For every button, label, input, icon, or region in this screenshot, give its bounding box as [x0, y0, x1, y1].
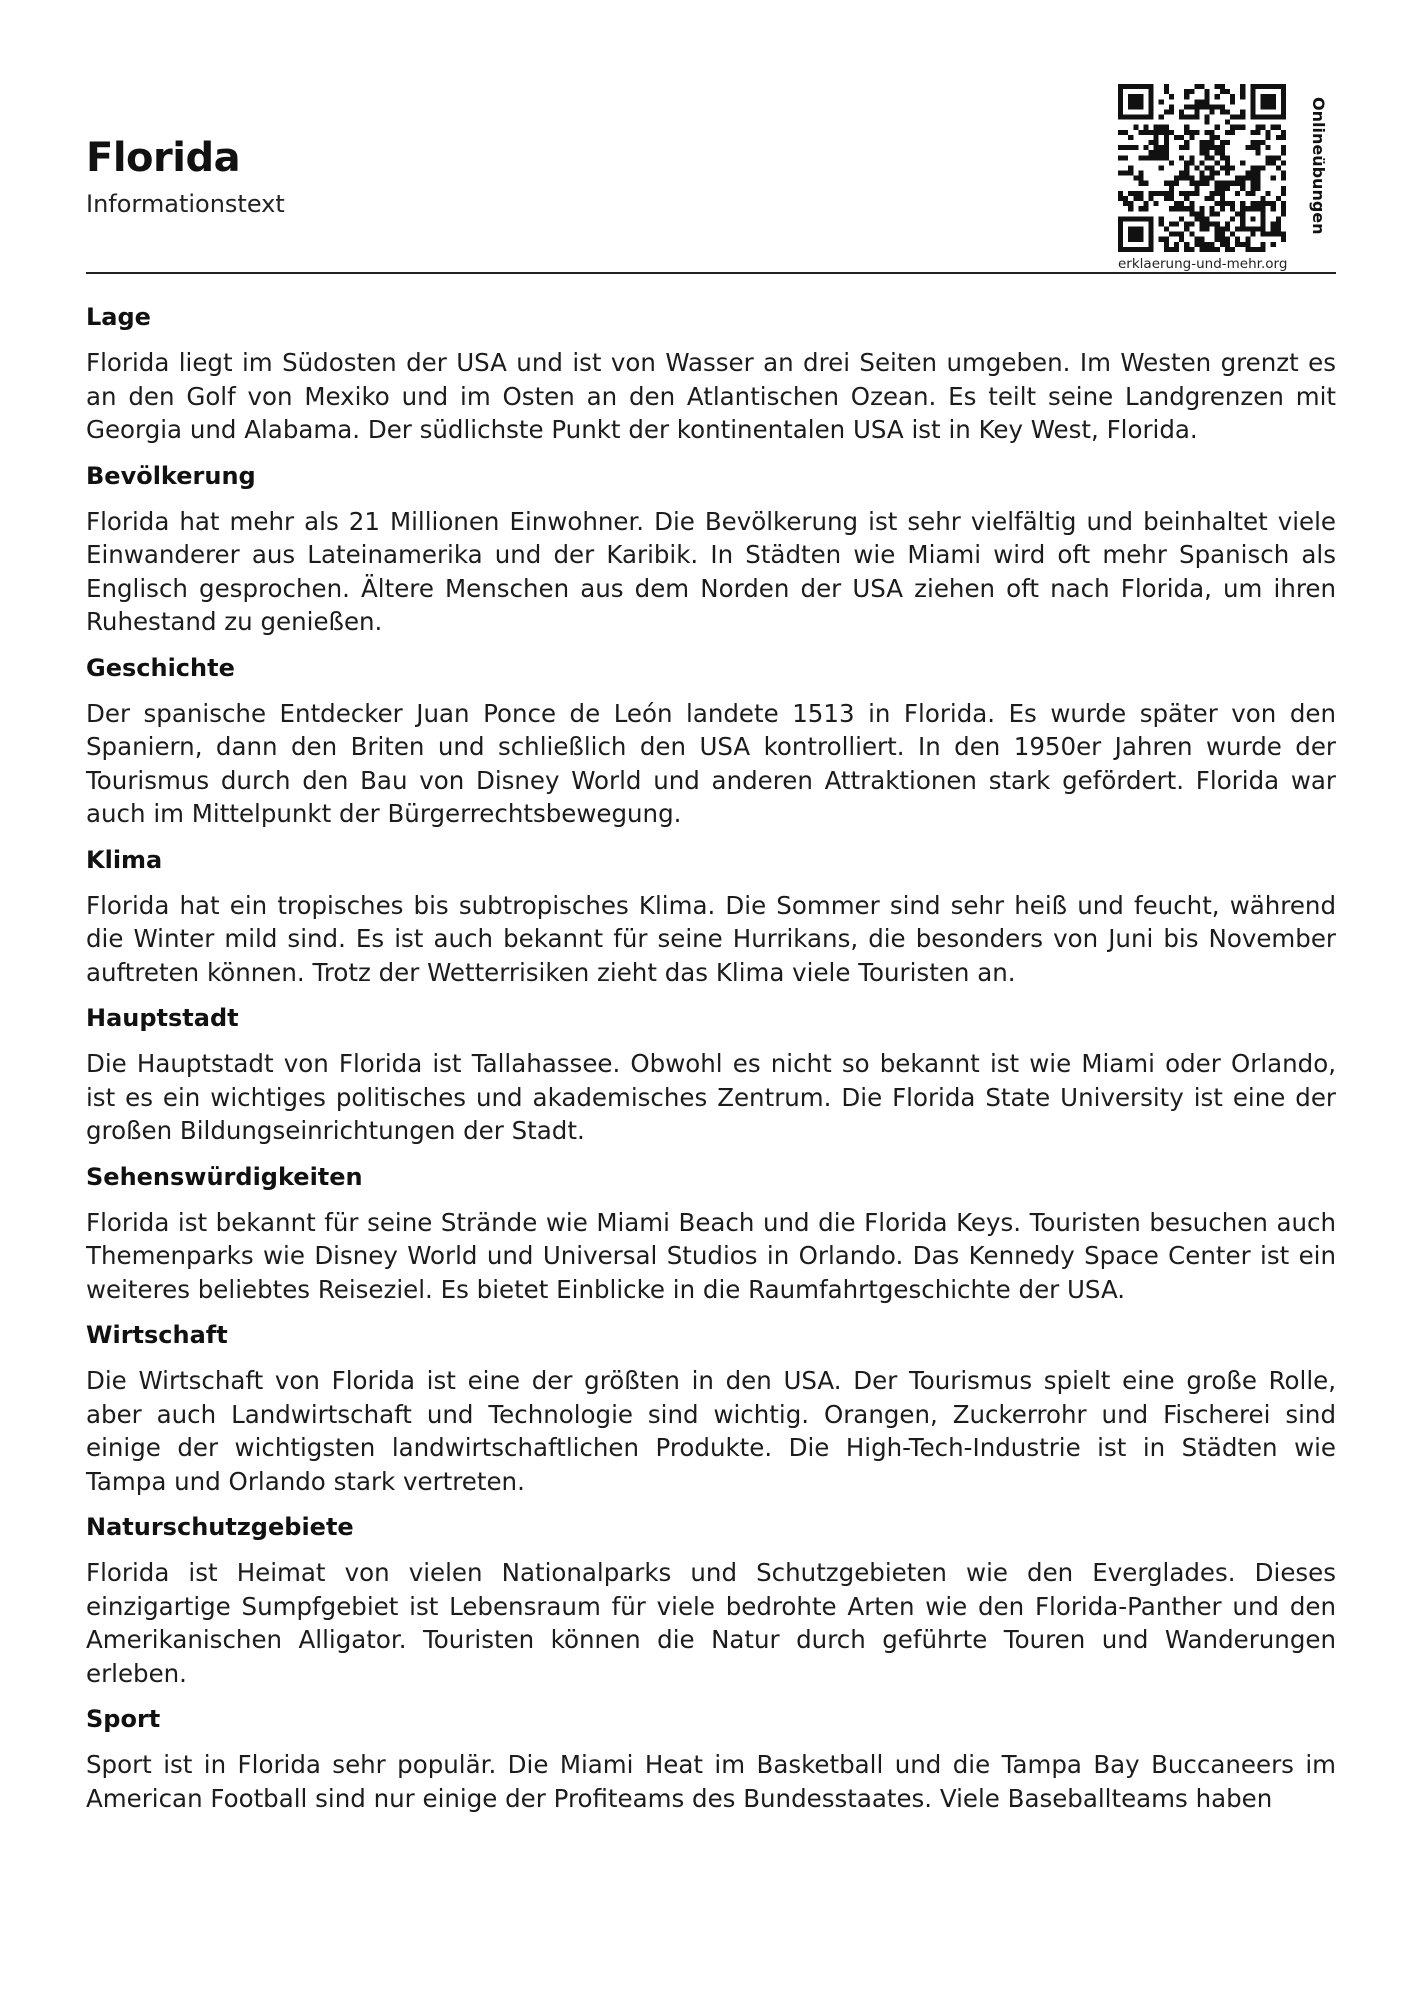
header-divider: [86, 272, 1336, 274]
section-hauptstadt: [86, 1001, 1336, 1148]
section-wirtschaft: [86, 1318, 1336, 1498]
section-text: Sport ist in Florida sehr populär. Die Miami Heat im Basketball und die Tampa Bay Buccaneers im American Football sind nur einige der Profiteams des Bundesstaates. Viele Baseballteams haben: [86, 1750, 1336, 1813]
section-text: Die Wirtschaft von Florida ist eine der größten in den USA. Der Tourismus spielt eine große Rolle, aber auch Landwirtschaft und Technologie sind wichtig. Orangen, Zuckerrohr und Fischerei sind einige der wichtigsten landwirtschaftlichen Produkte. Die High-Tech-Industrie ist in Städten wie Tampa und Orlando stark vertreten.: [86, 1366, 1336, 1496]
page-subtitle: Informationstext: [86, 190, 285, 218]
section-text: Florida ist bekannt für seine Strände wie Miami Beach und die Florida Keys. Touristen besuchen auch Themenparks wie Disney World und Universal Studios in Orlando. Das Kennedy Space Center ist ein weiteres beliebtes Reiseziel. Es bietet Einblicke in die Raumfahrtgeschichte der USA.: [86, 1207, 1336, 1304]
section-lage: [86, 300, 1336, 447]
section-heading: Bevölkerung: [86, 461, 256, 490]
section-bevoelkerung: [86, 459, 1336, 639]
section-naturschutzgebiete: [86, 1510, 1336, 1690]
section-sehenswuerdigkeiten: [86, 1160, 1336, 1307]
page-header: [86, 0, 1336, 275]
section-klima: [86, 843, 1336, 990]
qr-side-label: Onlineübungen: [1309, 97, 1328, 235]
main-content: [86, 300, 1336, 1827]
qr-code-block[interactable]: [1118, 80, 1338, 275]
section-heading: Klima: [86, 845, 163, 874]
section-heading: Geschichte: [86, 653, 235, 682]
qr-code-icon[interactable]: [1118, 84, 1286, 252]
section-geschichte: [86, 651, 1336, 831]
section-text: Die Hauptstadt von Florida ist Tallahassee. Obwohl es nicht so bekannt ist wie Miami oder Orlando, ist es ein wichtiges politisches und akademisches Zentrum. Die Florida State University ist eine der großen Bildungseinrichtungen der Stadt.: [86, 1049, 1336, 1145]
section-heading: Lage: [86, 303, 151, 331]
section-heading: Hauptstadt: [86, 1004, 239, 1032]
section-heading: Sport: [86, 1705, 161, 1733]
section-text: Florida hat mehr als 21 Millionen Einwohner. Die Bevölkerung ist sehr vielfältig und beinhaltet viele Einwanderer aus Lateinamerika und der Karibik. In Städten wie Miami wird oft mehr Spanisch als Englisch gesprochen. Ältere Menschen aus dem Norden der USA ziehen oft nach Florida, um ihren Ruhestand zu genießen.: [86, 506, 1336, 636]
section-text: Der spanische Entdecker Juan Ponce de León landete 1513 in Florida. Es wurde später von den Spaniern, dann den Briten und schließlich den USA kontrolliert. In den 1950er Jahren wurde der Tourismus durch den Bau von Disney World und anderen Attraktionen stark gefördert. Florida war auch im Mittelpunkt der Bürgerrechtsbewegung.: [86, 698, 1336, 828]
section-text: Florida ist Heimat von vielen Nationalparks und Schutzgebieten wie den Everglades. Dieses einzigartige Sumpfgebiet ist Lebensraum für viele bedrohte Arten wie den Florida-Panther und den Amerikanischen Alligator. Touristen können die Natur durch geführte Touren und Wanderungen erleben.: [86, 1558, 1336, 1688]
section-text: Florida hat ein tropisches bis subtropisches Klima. Die Sommer sind sehr heiß und feucht, während die Winter mild sind. Es ist auch bekannt für seine Hurrikans, die besonders von Juni bis November auftreten können. Trotz der Wetterrisiken zieht das Klima viele Touristen an.: [86, 890, 1336, 987]
page-title: Florida: [86, 135, 241, 181]
section-sport: [86, 1702, 1336, 1815]
section-heading: Naturschutzgebiete: [86, 1513, 354, 1541]
qr-url-text[interactable]: erklaerung-und-mehr.org: [1118, 256, 1288, 272]
section-text: Florida liegt im Südosten der USA und ist von Wasser an drei Seiten umgeben. Im Westen grenzt es an den Golf von Mexiko und im Osten an den Atlantischen Ozean. Es teilt seine Landgrenzen mit Georgia und Alabama. Der südlichste Punkt der kontinentalen USA ist in Key West, Florida.: [86, 348, 1336, 444]
section-heading: Wirtschaft: [86, 1321, 228, 1349]
section-heading: Sehenswürdigkeiten: [86, 1162, 363, 1191]
